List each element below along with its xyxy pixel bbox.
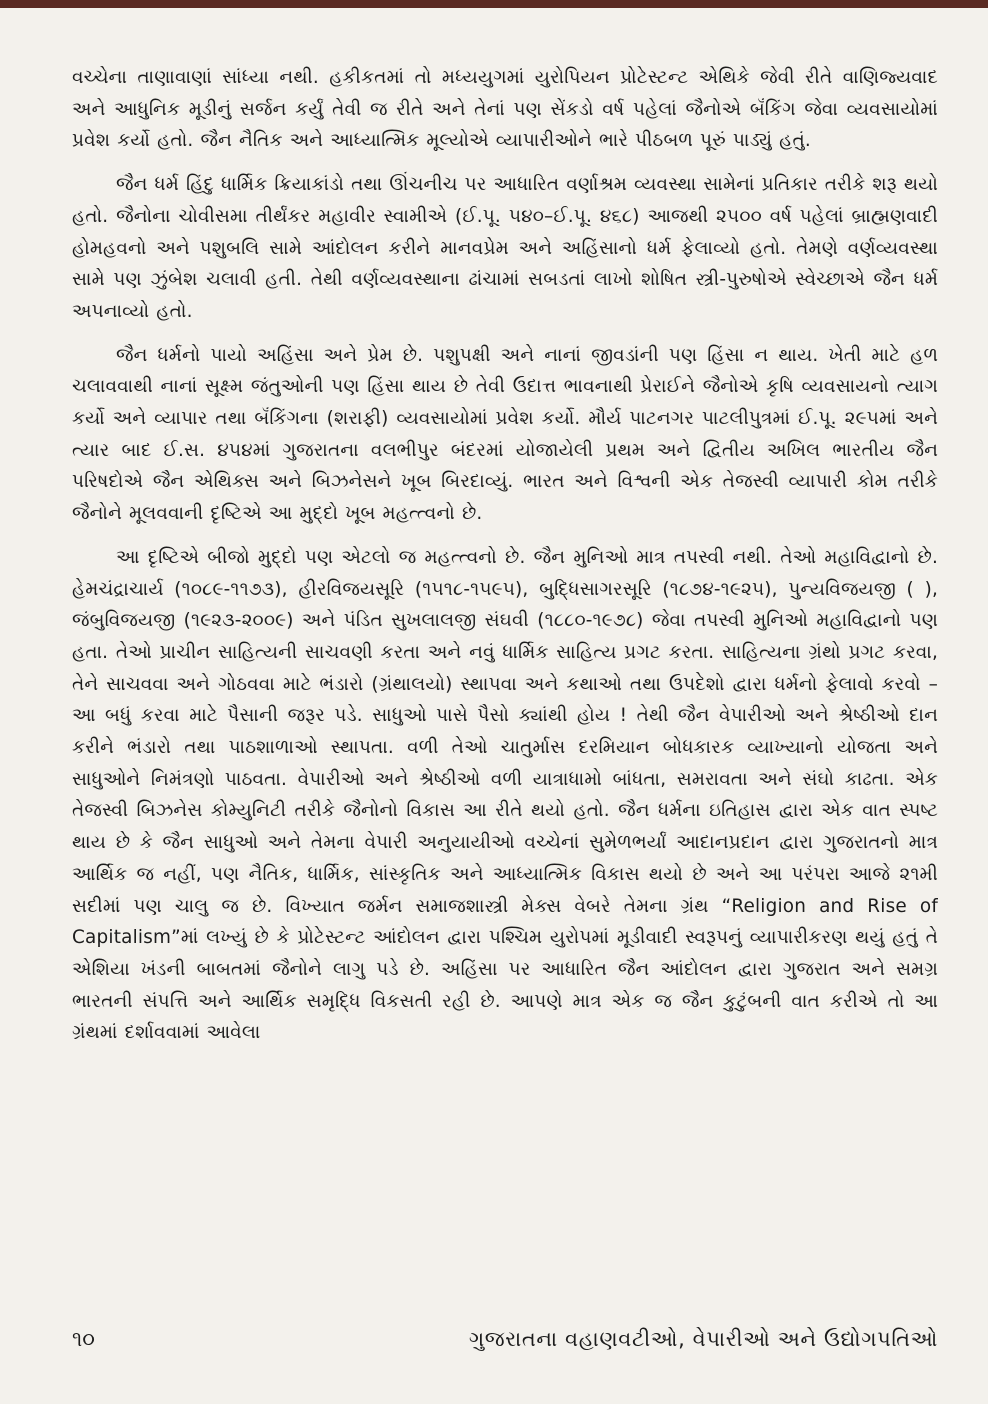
- paragraph-ahimsa-business: જૈન ધર્મનો પાયો અહિંસા અને પ્રેમ છે. પશુપક્ષી અને નાનાં જીવડાંની પણ હિંસા ન થાય. ખેતી માટે હળ ચલાવવાથી નાનાં સૂક્ષ્મ જંતુઓની પણ હિંસા થાય છે તેવી ઉદાત્ત ભાવનાથી પ્રેરાઈને જૈનોએ કૃષિ વ્યવસાયનો ત્યાગ કર્યો અને વ્યાપાર તથા બૅંકિંગના (શરાફી) વ્યવસાયોમાં પ્રવેશ કર્યો. મૌર્ય પાટનગર પાટલીપુત્રમાં ઈ.પૂ. ૨૯૫માં અને ત્યાર બાદ ઈ.સ. ૪૫૪માં ગુજરાતના વલભીપુર બંદરમાં યોજાયેલી પ્રથમ અને દ્વિતીય અખિલ ભારતીય જૈન પરિષદોએ જૈન એથિક્સ અને બિઝનેસને ખૂબ બિરદાવ્યું. ભારત અને વિશ્વની એક તેજસ્વી વ્યાપારી કોમ તરીકે જૈનોને મૂલવવાની દૃષ્ટિએ આ મુદ્દો ખૂબ મહત્ત્વનો છે.: [72, 344, 938, 525]
- page-top-edge: [0, 0, 988, 8]
- paragraph-continued: વચ્ચેના તાણાવાણાં સાંધ્યા નથી. હકીકતમાં તો મધ્યયુગમાં યુરોપિયન પ્રોટેસ્ટન્ટ એથિકે જેવી રીતે વાણિજ્યવાદ અને આધુનિક મૂડીનું સર્જન કર્યું તેવી જ રીતે અને તેનાં પણ સેંકડો વર્ષ પહેલાં જૈનોએ બૅંકિંગ જેવા વ્યવસાયોમાં પ્રવેશ કર્યો હતો. જૈન નૈતિક અને આધ્યાત્મિક મૂલ્યોએ વ્યાપારીઓને ભારે પીઠબળ પૂરું પાડ્યું હતું.: [72, 67, 938, 152]
- running-title: ગુજરાતના વહાણવટીઓ, વેપારીઓ અને ઉદ્યોગપતિઓ: [468, 1327, 938, 1351]
- page-number: ૧૦: [72, 1327, 95, 1351]
- page-body: [72, 62, 938, 1282]
- page-footer: [72, 1322, 938, 1356]
- paragraph-jain-scholars: આ દૃષ્ટિએ બીજો મુદ્દો પણ એટલો જ મહત્ત્વનો છે. જૈન મુનિઓ માત્ર તપસ્વી નથી. તેઓ મહાવિદ્વાનો છે. હેમચંદ્રાચાર્ય (૧૦૮૯-૧૧૭૩), હીરવિજયસૂરિ (૧૫૧૮-૧૫૯૫), બુદ્ધિસાગરસૂરિ (૧૮૭૪-૧૯૨૫), પુન્યવિજયજી ( ), જંબુવિજયજી (૧૯૨૩-૨૦૦૯) અને પંડિત સુખલાલજી સંઘવી (૧૮૮૦-૧૯૭૮) જેવા તપસ્વી મુનિઓ મહાવિદ્વાનો પણ હતા. તેઓ પ્રાચીન સાહિત્યની સાચવણી કરતા અને નવું ધાર્મિક સાહિત્ય પ્રગટ કરતા. સાહિત્યના ગ્રંથો પ્રગટ કરવા, તેને સાચવવા અને ગોઠવવા માટે ભંડારો (ગ્રંથાલયો) સ્થાપવા અને કથાઓ તથા ઉપદેશો દ્વારા ધર્મનો ફેલાવો કરવો – આ બધું કરવા માટે પૈસાની જરૂર પડે. સાધુઓ પાસે પૈસો ક્યાંથી હોય ! તેથી જૈન વેપારીઓ અને શ્રેષ્ઠીઓ દાન કરીને ભંડારો તથા પાઠશાળાઓ સ્થાપતા. વળી તેઓ ચાતુર્માસ દરમિયાન બોધકારક વ્યાખ્યાનો યોજતા અને સાધુઓને નિમંત્રણો પાઠવતા. વેપારીઓ અને શ્રેષ્ઠીઓ વળી યાત્રાધામો બાંધતા, સમરાવતા અને સંઘો કાઢતા. એક તેજસ્વી બિઝનેસ કોમ્યુનિટી તરીકે જૈનોનો વિકાસ આ રીતે થયો હતો. જૈન ધર્મના ઇતિહાસ દ્વારા એક વાત સ્પષ્ટ થાય છે કે જૈન સાધુઓ અને તેમના વેપારી અનુયાયીઓ વચ્ચેનાં સુમેળભર્યાં આદાનપ્રદાન દ્વારા ગુજરાતનો માત્ર આર્થિક જ નહીં, પણ નૈતિક, ધાર્મિક, સાંસ્કૃતિક અને આધ્યાત્મિક વિકાસ થયો છે અને આ પરંપરા આજે ૨૧મી સદીમાં પણ ચાલુ જ છે. વિખ્યાત જર્મન સમાજશાસ્ત્રી મેક્સ વેબરે તેમના ગ્રંથ “Religion and Rise of Capitalism”માં લખ્યું છે કે પ્રોટેસ્ટન્ટ આંદોલન દ્વારા પશ્ચિમ યુરોપમાં મૂડીવાદી સ્વરૂપનું વ્યાપારીકરણ થયું હતું તે એશિયા ખંડની બાબતમાં જૈનોને લાગુ પડે છે. અહિંસા પર આધારિત જૈન આંદોલન દ્વારા ગુજરાત અને સમગ્ર ભારતની સંપત્તિ અને આર્થિક સમૃદ્ધિ વિકસતી રહી છે. આપણે માત્ર એક જ જૈન કુટુંબની વાત કરીએ તો આ ગ્રંથમાં દર્શાવવામાં આવેલા: [72, 546, 938, 1044]
- paragraph-jain-dharma-origin: જૈન ધર્મ હિંદુ ધાર્મિક ક્રિયાકાંડો તથા ઊંચનીચ પર આધારિત વર્ણાશ્રમ વ્યવસ્થા સામેનાં પ્રતિકાર તરીકે શરૂ થયો હતો. જૈનોના ચોવીસમા તીર્થંકર મહાવીર સ્વામીએ (ઈ.પૂ. ૫૪૦–ઈ.પૂ. ૪૬૮) આજથી ૨૫૦૦ વર્ષ પહેલાં બ્રાહ્મણવાદી હોમહવનો અને પશુબલિ સામે આંદોલન કરીને માનવપ્રેમ અને અહિંસાનો ધર્મ ફેલાવ્યો હતો. તેમણે વર્ણવ્યવસ્થા સામે પણ ઝુંબેશ ચલાવી હતી. તેથી વર્ણવ્યવસ્થાના ઢાંચામાં સબડતાં લાખો શોષિત સ્ત્રી-પુરુષોએ સ્વેચ્છાએ જૈન ધર્મ અપનાવ્યો હતો.: [72, 174, 938, 322]
